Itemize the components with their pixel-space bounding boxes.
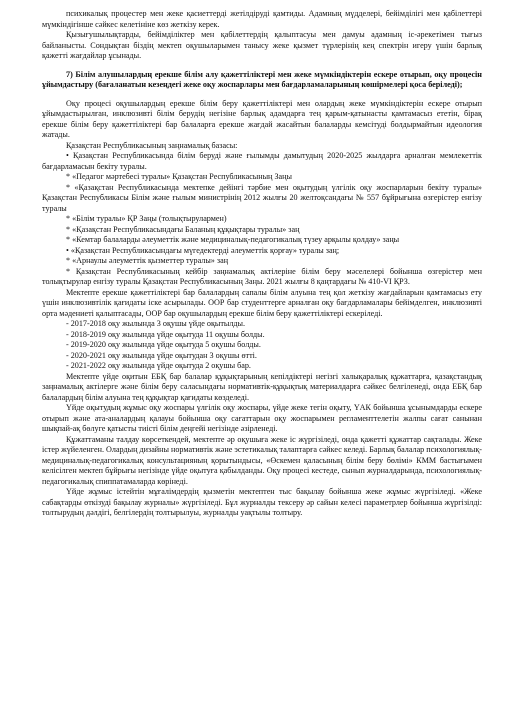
paragraph-inclusive-ideology: Оқу процесі оқушылардың ерекше білім беру қажеттіліктері мен олардың жеке мүмкіндіктерін ескере отырып ұйымдастырылған, инклюзивті білім берудің негізіне барлық адамдарға тең қарым-қатынасты қамтамасыз ететін, бірақ ерекше білім беру қажеттіліктері бар балаларға ерекше жағдай жасайтын балаларды кемсітуді болдырмайтын идеология жатады.	[42, 98, 482, 139]
legal-base-title: Қазақстан Республикасының заңнамалық базасы:	[66, 140, 238, 150]
legal-item: • «Қазақстан Республикасындағы мүгедектерді әлеуметтік қорғау» туралы заң;	[66, 245, 340, 255]
paragraph-documentation: Құжаттаманы талдау көрсеткендей, мектепте әр оқушыға жеке іс жүргізіледі, онда қажетті құжаттар сақталады. Жеке істер жүйеленген. Олардың дизайны нормативтік және эстетикалық талаптарға сәйкес келеді. Барлық балалар психологиялық-медициналық-педагогикалық консультацияның қорытындысы, «Өскемен қаласының білім беру бөлімі» КММ бастығымен келісілген мектеп бұйрығы негізінде үйде оқытуға қабылданды. Оқу процесі кестеде, сынып журналдарында, психологиялық-педагогикалық спиппатамаларда көрінеді.	[42, 434, 482, 486]
legal-item: * «Қазақстан Республикасында мектепке дейінгі тәрбие мен оқытудың үлгілік оқу жоспарларын бекіту туралы» Қазақстан Республикасы Білім және ғылым министрінің 2012 жылғы 20 желтоқсандағы № 557 бұйрығына өзгерістер енгізу туралы	[42, 182, 482, 213]
legal-item: • Қазақстан Республикасында білім беруді және ғылымды дамытудың 2020-2025 жылдарға арналған мемлекеттік бағдарламасын бекіту туралы.	[42, 151, 482, 171]
intro-paragraph-2: Қызығушылықтарды, бейімділіктер мен қабілеттердің қалыптасуы мен дамуы адамның іс-әрекетімен тығыз байланысты. Сондықтан біздің мектеп оқушыларымен танысу жеке қызмет түрлерінің кең спектрін игеру үшін барлық қажетті жағдайлар ұсынады.	[42, 30, 482, 60]
legal-item: * «Қазақстан Республикасындағы Баланың құқықтары туралы» заң	[66, 224, 300, 234]
home-schooling-year-item: - 2017-2018 оқу жылында 3 оқушы үйде оқытылды.	[66, 319, 246, 328]
home-schooling-year-item: - 2019-2020 оқу жылында үйде оқытуда 5 оқушы болды.	[66, 340, 261, 349]
paragraph-curriculum: Үйде оқытудың жұмыс оқу жоспары үлгілік оқу жоспары, үйде жеке тегін оқыту, ҮАК бойынша ұсынымдарды ескере отырып және ата-аналардың қалауы бойынша оқу сағаттарын оқу жоспарымен регламенттелетін жалпы сағат санынан шықпай-ақ бөлуге қатысты тиісті білім деңгейі негізінде әзірленеді.	[42, 403, 482, 433]
home-schooling-year-item: - 2021-2022 оқу жылында үйде оқытуда 2 оқушы бар.	[66, 361, 251, 370]
legal-item: * «Кемтар балаларды әлеуметтік және медициналық-педагогикалық түзеу арқылы қолдау» заңы	[66, 235, 400, 244]
legal-item: * «Арнаулы әлеуметтік қызметтер туралы» заң	[66, 256, 229, 265]
legal-item: * «Педагог мәртебесі туралы» Қазақстан Республикасының Заңы	[66, 172, 292, 181]
paragraph-inclusivity-principle: Мектепте ерекше қажеттіліктері бар балалардың сапалы білім алуына тең қол жеткізу жағдайларын қамтамасыз ету үшін инклюзивтілік қағидаты іске асырылады. ООР бар студенттерге арналған оқу бағдарламалары бейімделген, инклюзивті орта мәдениеті қалыптасады, ООР бар оқушылардың ерекше білім беру қажеттіліктері ескеріледі.	[42, 287, 482, 318]
home-schooling-year-item: - 2020-2021 оқу жылында үйде оқытудан 3 оқушы өтті.	[66, 350, 257, 360]
intro-paragraph-1: психикалық процестер мен жеке қасиеттерді жетілдіруді қамтиды. Адамның мүдделері, бейімділігі мен қабілеттері мүмкіндігінше сәйкес келетініне көз жеткізу керек.	[42, 9, 482, 29]
home-schooling-year-item: - 2018-2019 оқу жылында үйде оқытуда 11 оқушы болды.	[66, 329, 265, 339]
paragraph-rights-guarantees: Мектепте үйде оқитын ЕБҚ бар балалар құқықтарының кепілдіктері негізгі халықаралық құжаттарға, қазақстандық заңнамалық актілерге және білім беру саласындағы нормативтік-құқықтық материалдарға сәйкес белгіленеді, онда ЕБҚ бар балалардың білім алуына тең құқықтар қағидаты көзделеді.	[42, 371, 482, 402]
section-heading: 7) Білім алушылардың ерекше білім алу қажеттіліктері мен жеке мүмкіндіктерін ескере отырып, оқу процесін ұйымдастыру (бағаланатын кезеңдегі жеке оқу жоспарлары мен бағдарламаларының көшірмелері қоса беріледі);	[42, 69, 482, 89]
legal-item: * Қазақстан Республикасының кейбір заңнамалық актілеріне білім беру мәселелері бойынша өзгерістер мен толықтырулар енгізу туралы Қазақстан Республикасының Заңы. 2021 жылғы 8 қаңтардағы № 410-VI ҚРЗ.	[42, 266, 482, 286]
paragraph-teacher-control: Үйде жұмыс істейтін мұғалімдердің қызметін мектептен тыс бақылау бойынша жеке жұмыс жүргізіледі. «Жеке сабақтарды өткізуді бақылау журналы» жүргізіледі. Бұл журналды тексеру әр сайын келесі параметрлер бойынша жүргізілді: толтырудың дәлдігі, белгілердің толтырылуы, журналды уақтылы толтыру.	[42, 487, 482, 517]
legal-item: * «Білім туралы» ҚР Заңы (толықтырулармен)	[66, 214, 227, 223]
